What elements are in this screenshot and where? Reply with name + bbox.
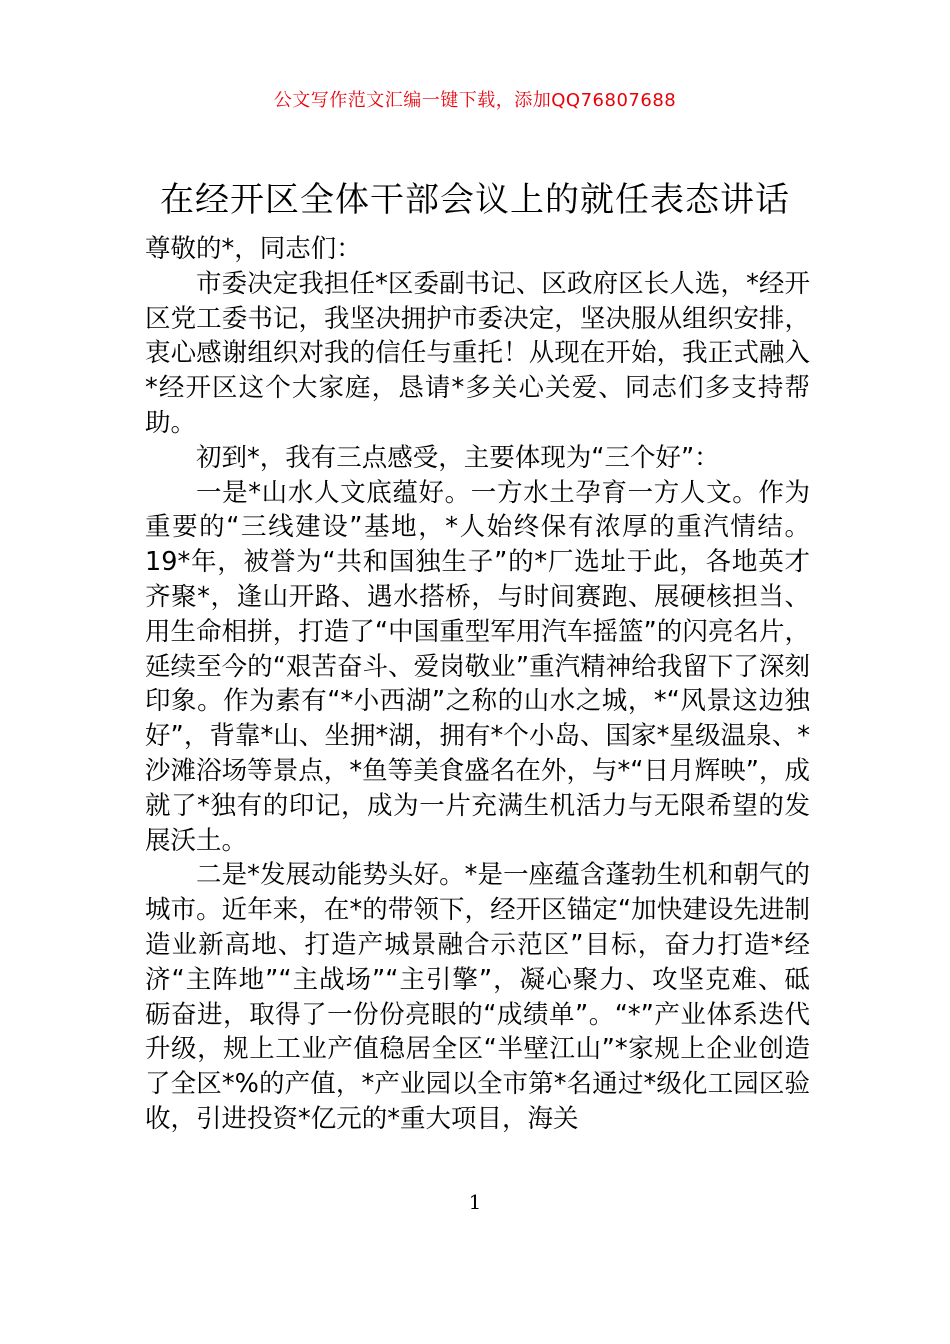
document-body [145, 232, 810, 1137]
salutation: 尊敬的*，同志们： [145, 234, 362, 264]
paragraph: 二是*发展动能势头好。*是一座蕴含蓬勃生机和朝气的城市。近年来，在*的带领下，经开区锚定“加快建设先进制造业新高地、打造产城景融合示范区”目标，奋力打造*经济“主阵地”“主战场”“主引擎”，凝心聚力、攻坚克难、砥砺奋进，取得了一份份亮眼的“成绩单”。“*”产业体系迭代升级，规上工业产值稳居全区“半壁江山”*家规上企业创造了全区*%的产值，*产业园以全市第*名通过*级化工园区验收，引进投资*亿元的*重大项目，海关 [145, 860, 810, 1134]
paragraph: 市委决定我担任*区委副书记、区政府区长人选，*经开区党工委书记，我坚决拥护市委决定，坚决服从组织安排，衷心感谢组织对我的信任与重托！从现在开始，我正式融入*经开区这个大家庭，恳请*多关心关爱、同志们多支持帮助。 [145, 268, 810, 438]
page-number: 1 [468, 1190, 482, 1214]
paragraph: 一是*山水人文底蕴好。一方水土孕育一方人文。作为重要的“三线建设”基地，*人始终保有浓厚的重汽情结。19*年，被誉为“共和国独生子”的*厂选址于此，各地英才齐聚*，逢山开路、遇水搭桥，与时间赛跑、展硬核担当、用生命相拼，打造了“中国重型军用汽车摇篮”的闪亮名片，延续至今的“艰苦奋斗、爱岗敬业”重汽精神给我留下了深刻印象。作为素有“*小西湖”之称的山水之城，*“风景这边独好”，背靠*山、坐拥*湖，拥有*个小岛、国家*星级温泉、*沙滩浴场等景点，*鱼等美食盛名在外，与*“日月辉映”，成就了*独有的印记，成为一片充满生机活力与无限希望的发展沃土。 [145, 477, 810, 856]
paragraph: 初到*，我有三点感受，主要体现为“三个好”： [196, 442, 720, 473]
document-title: 在经开区全体干部会议上的就任表态讲话 [160, 180, 790, 220]
header-ad-text: 公文写作范文汇编一键下载，添加QQ76807688 [273, 90, 677, 111]
